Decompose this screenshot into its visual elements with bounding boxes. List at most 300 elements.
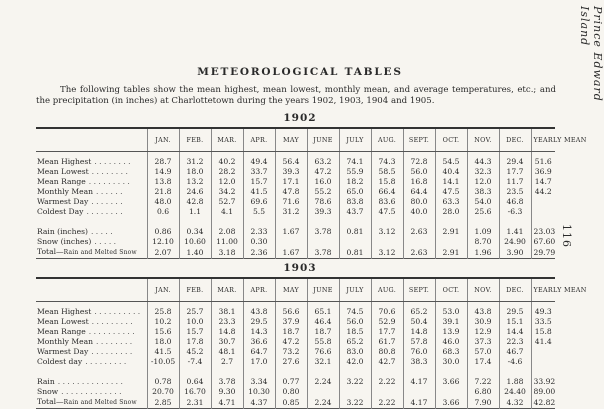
data-cell: 76.0: [403, 347, 435, 357]
column-header-jan: JAN.: [147, 128, 179, 152]
row-label-text: Mean Highest: [37, 157, 92, 166]
leader-dots: . . . . . . . .: [91, 167, 128, 176]
data-cell: 33.5: [531, 317, 555, 327]
column-header-june: JUNE: [307, 278, 339, 302]
data-cell: 14.8: [403, 327, 435, 337]
data-cell: 1.1: [179, 207, 211, 217]
row-label: [36, 327, 147, 337]
data-cell: 3.22: [339, 377, 371, 387]
data-cell: 29.5: [499, 307, 531, 317]
row-label-text: Mean Lowest: [37, 167, 89, 176]
data-cell: 65.1: [307, 307, 339, 317]
row-label: [36, 317, 147, 327]
data-cell: 18.7: [307, 327, 339, 337]
page-title: METEOROLOGICAL TABLES: [197, 66, 403, 78]
data-cell: 76.6: [307, 347, 339, 357]
data-cell: 83.0: [339, 347, 371, 357]
data-cell: 68.3: [435, 347, 467, 357]
weather-table-1902: [36, 127, 587, 259]
data-cell: 72.8: [403, 157, 435, 167]
data-cell: 78.6: [307, 197, 339, 207]
data-cell: 0.78: [147, 377, 179, 387]
table-row: [36, 397, 555, 409]
data-cell: 56.0: [339, 317, 371, 327]
column-header-feb: FEB.: [179, 128, 211, 152]
column-header-jan: JAN.: [147, 278, 179, 302]
data-cell: 48.1: [211, 347, 243, 357]
data-cell: 30.7: [211, 337, 243, 347]
row-label-text: Rain (inches): [37, 227, 88, 236]
data-cell: 40.2: [211, 157, 243, 167]
leader-dots: . . . . . . . . .: [85, 357, 127, 366]
column-header-oct: OCT.: [435, 278, 467, 302]
data-cell: 51.6: [531, 157, 555, 167]
data-cell: [371, 237, 403, 247]
leader-dots: . . . . .: [94, 237, 117, 246]
data-cell: 52.9: [371, 317, 403, 327]
data-cell: 11.00: [211, 237, 243, 247]
data-cell: [403, 237, 435, 247]
table-row: [36, 247, 555, 259]
data-cell: 3.18: [211, 247, 243, 259]
column-header-apr: APR.: [243, 278, 275, 302]
data-cell: 4.37: [243, 397, 275, 409]
data-cell: 3.12: [371, 227, 403, 237]
data-cell: 49.4: [243, 157, 275, 167]
data-cell: 2.91: [435, 227, 467, 237]
data-cell: 29.5: [243, 317, 275, 327]
data-cell: 18.0: [179, 167, 211, 177]
data-cell: 15.8: [371, 177, 403, 187]
table-row: [36, 207, 555, 217]
row-label: [36, 207, 147, 217]
data-cell: 65.2: [403, 307, 435, 317]
row-label-text: Snow (inches): [37, 237, 92, 246]
row-label: [36, 197, 147, 207]
data-cell: 3.22: [339, 397, 371, 409]
table-row: [36, 167, 555, 177]
table-header-row: [36, 128, 555, 152]
data-cell: 11.7: [499, 177, 531, 187]
data-cell: 14.3: [243, 327, 275, 337]
data-cell: 12.10: [147, 237, 179, 247]
data-cell: 2.33: [243, 227, 275, 237]
data-cell: 1.40: [179, 247, 211, 259]
data-cell: 38.3: [403, 357, 435, 367]
leader-dots: . . . . . . . . .: [91, 347, 133, 356]
data-cell: 38.3: [467, 187, 499, 197]
data-cell: 0.80: [275, 387, 307, 397]
column-header-apr: APR.: [243, 128, 275, 152]
data-cell: 4.17: [403, 397, 435, 409]
data-cell: 43.8: [467, 307, 499, 317]
data-cell: 31.2: [275, 207, 307, 217]
data-cell: 47.2: [307, 167, 339, 177]
table-header-row: [36, 278, 555, 302]
data-cell: 4.17: [403, 377, 435, 387]
row-label-subtext: Rain and Melted Snow: [63, 399, 137, 406]
data-cell: 14.9: [147, 167, 179, 177]
data-cell: 47.5: [435, 187, 467, 197]
weather-table-1903: [36, 277, 587, 409]
side-title-line-1: Prince Edward: [591, 6, 604, 102]
data-cell: 89.00: [531, 387, 555, 397]
data-cell: 50.4: [403, 317, 435, 327]
data-cell: 17.7: [371, 327, 403, 337]
data-cell: 3.78: [307, 247, 339, 259]
row-label-text: Monthly Mean: [37, 337, 94, 346]
row-label: [36, 237, 147, 247]
data-cell: 4.32: [499, 397, 531, 409]
data-cell: 39.3: [307, 207, 339, 217]
data-cell: 18.7: [275, 327, 307, 337]
data-cell: [307, 387, 339, 397]
column-header-may: MAY: [275, 278, 307, 302]
data-cell: 55.8: [307, 337, 339, 347]
data-cell: 56.0: [403, 167, 435, 177]
table-row: [36, 227, 555, 237]
data-cell: 41.5: [243, 187, 275, 197]
data-cell: 24.40: [499, 387, 531, 397]
table-row: [36, 197, 555, 207]
data-cell: 15.7: [243, 177, 275, 187]
row-label-subtext: Rain and Melted Snow: [63, 249, 137, 256]
page-number: 116: [560, 224, 573, 248]
data-cell: 38.1: [211, 307, 243, 317]
data-cell: 45.2: [179, 347, 211, 357]
table-row: [36, 187, 555, 197]
data-cell: [531, 357, 555, 367]
data-cell: [531, 347, 555, 357]
data-cell: 1.96: [467, 247, 499, 259]
column-header-aug: AUG.: [371, 278, 403, 302]
row-label: [36, 187, 147, 197]
data-cell: 83.8: [339, 197, 371, 207]
column-header-feb: FEB.: [179, 278, 211, 302]
data-cell: 42.82: [531, 397, 555, 409]
column-header-may: MAY: [275, 128, 307, 152]
data-cell: [307, 237, 339, 247]
data-cell: 71.6: [275, 197, 307, 207]
data-cell: 27.6: [275, 357, 307, 367]
data-cell: 24.6: [179, 187, 211, 197]
data-cell: 16.8: [403, 177, 435, 187]
data-cell: 17.0: [243, 357, 275, 367]
row-label-text: Coldest Day: [37, 207, 84, 216]
side-title-line-2: Island: [578, 6, 591, 47]
table-row: [36, 237, 555, 247]
data-cell: 0.34: [179, 227, 211, 237]
row-label-text: Mean Highest: [37, 307, 92, 316]
data-cell: 1.67: [275, 247, 307, 259]
header-blank-cell: [36, 128, 147, 152]
data-cell: 15.7: [179, 327, 211, 337]
leader-dots: . . . . . . .: [91, 197, 123, 206]
data-cell: 1.09: [467, 227, 499, 237]
data-cell: 6.80: [467, 387, 499, 397]
data-cell: 74.3: [371, 157, 403, 167]
data-cell: 49.3: [531, 307, 555, 317]
header-blank-cell: [36, 278, 147, 302]
data-cell: 47.2: [275, 337, 307, 347]
data-cell: 17.4: [467, 357, 499, 367]
data-cell: 61.7: [371, 337, 403, 347]
data-cell: 52.7: [211, 197, 243, 207]
data-cell: 47.8: [275, 187, 307, 197]
data-cell: 3.90: [499, 247, 531, 259]
data-cell: 0.86: [147, 227, 179, 237]
row-label: [36, 307, 147, 317]
data-cell: [339, 387, 371, 397]
data-cell: 17.7: [499, 167, 531, 177]
data-cell: 36.9: [531, 167, 555, 177]
table-row: [36, 357, 555, 367]
data-cell: 2.31: [179, 397, 211, 409]
row-label: [36, 397, 147, 409]
table-row: [36, 177, 555, 187]
data-cell: 8.70: [467, 237, 499, 247]
row-label-text: Mean Lowest: [37, 317, 89, 326]
data-cell: 44.3: [467, 157, 499, 167]
data-cell: 53.0: [435, 307, 467, 317]
data-cell: 17.8: [179, 337, 211, 347]
data-cell: 74.5: [339, 307, 371, 317]
row-label-text: Mean Range: [37, 327, 86, 336]
data-cell: 42.0: [339, 357, 371, 367]
data-cell: 2.7: [211, 357, 243, 367]
data-cell: 67.60: [531, 237, 555, 247]
row-label: [36, 247, 147, 259]
data-cell: 57.8: [403, 337, 435, 347]
row-label-text: Mean Range: [37, 177, 86, 186]
data-cell: 10.0: [179, 317, 211, 327]
row-label-text: Monthly Mean: [37, 187, 94, 196]
data-cell: 18.5: [339, 327, 371, 337]
data-cell: 46.8: [499, 197, 531, 207]
data-cell: 42.8: [179, 197, 211, 207]
data-cell: [275, 237, 307, 247]
data-cell: 7.22: [467, 377, 499, 387]
data-cell: 15.1: [499, 317, 531, 327]
data-cell: 25.6: [467, 207, 499, 217]
row-label: [36, 347, 147, 357]
column-header-june: JUNE: [307, 128, 339, 152]
data-cell: 31.2: [179, 157, 211, 167]
leader-dots: . . . . . . . . . .: [88, 327, 135, 336]
data-cell: 7.90: [467, 397, 499, 409]
column-header-yearly-mean: YEARLY MEAN: [531, 128, 555, 152]
leader-dots: . . . . . . . . .: [88, 177, 130, 186]
data-cell: [435, 387, 467, 397]
column-header-yearly-mean: YEARLY MEAN: [531, 278, 555, 302]
data-cell: 65.0: [339, 187, 371, 197]
data-cell: 2.08: [211, 227, 243, 237]
data-cell: 2.36: [243, 247, 275, 259]
data-cell: 43.8: [243, 307, 275, 317]
table-row: [36, 347, 555, 357]
table-row: [36, 327, 555, 337]
table-row: [36, 317, 555, 327]
data-cell: 80.0: [403, 197, 435, 207]
row-label: [36, 357, 147, 367]
leader-dots: . . . . . . . . . . . . . .: [57, 377, 123, 386]
data-cell: 83.6: [371, 197, 403, 207]
data-cell: 64.7: [243, 347, 275, 357]
data-cell: 16.70: [179, 387, 211, 397]
row-label: [36, 377, 147, 387]
data-cell: 0.77: [275, 377, 307, 387]
row-label-text: Total—: [37, 247, 64, 256]
data-cell: 41.4: [531, 337, 555, 347]
data-cell: 54.5: [435, 157, 467, 167]
data-cell: 30.9: [467, 317, 499, 327]
data-cell: 64.4: [403, 187, 435, 197]
column-header-aug: AUG.: [371, 128, 403, 152]
leader-dots: . . . . .: [90, 227, 113, 236]
data-cell: 10.2: [147, 317, 179, 327]
column-header-july: JULY: [339, 278, 371, 302]
column-header-dec: DEC.: [499, 278, 531, 302]
data-cell: 28.0: [435, 207, 467, 217]
data-cell: 32.3: [467, 167, 499, 177]
row-label-text: Rain: [37, 377, 55, 386]
data-cell: 57.0: [467, 347, 499, 357]
data-cell: 40.0: [403, 207, 435, 217]
leader-dots: . . . . . . . .: [96, 337, 133, 346]
data-cell: 9.30: [211, 387, 243, 397]
data-cell: 5.5: [243, 207, 275, 217]
data-cell: 48.0: [147, 197, 179, 207]
data-cell: 4.1: [211, 207, 243, 217]
leader-dots: . . . . . .: [96, 187, 123, 196]
data-cell: 10.30: [243, 387, 275, 397]
year-heading-1903: 1903: [283, 262, 317, 274]
data-cell: 37.3: [467, 337, 499, 347]
column-header-sept: SEPT.: [403, 278, 435, 302]
data-cell: 18.2: [339, 177, 371, 187]
row-label: [36, 337, 147, 347]
data-cell: 15.8: [531, 327, 555, 337]
column-header-nov: NOV.: [467, 128, 499, 152]
data-cell: -7.4: [179, 357, 211, 367]
data-cell: [403, 387, 435, 397]
data-cell: 18.0: [147, 337, 179, 347]
data-cell: 3.12: [371, 247, 403, 259]
data-cell: 55.9: [339, 167, 371, 177]
data-cell: 63.3: [435, 197, 467, 207]
data-cell: 14.8: [211, 327, 243, 337]
data-cell: 25.7: [179, 307, 211, 317]
column-header-sept: SEPT.: [403, 128, 435, 152]
row-label-text: Coldest day: [37, 357, 83, 366]
data-cell: 2.22: [371, 377, 403, 387]
data-cell: 12.0: [467, 177, 499, 187]
data-cell: 16.0: [307, 177, 339, 187]
data-cell: 24.90: [499, 237, 531, 247]
data-cell: 2.22: [371, 397, 403, 409]
data-cell: -6.3: [499, 207, 531, 217]
data-cell: 29.4: [499, 157, 531, 167]
running-head-side-title: [578, 6, 604, 102]
column-header-dec: DEC.: [499, 128, 531, 152]
data-cell: 28.2: [211, 167, 243, 177]
data-cell: 13.2: [179, 177, 211, 187]
data-cell: 36.6: [243, 337, 275, 347]
table-row: [36, 337, 555, 347]
data-cell: 3.66: [435, 377, 467, 387]
year-heading-1902: 1902: [283, 112, 317, 124]
data-cell: 41.5: [147, 347, 179, 357]
data-cell: 14.4: [499, 327, 531, 337]
data-cell: 13.9: [435, 327, 467, 337]
data-cell: 56.6: [275, 307, 307, 317]
data-cell: 3.78: [211, 377, 243, 387]
data-cell: 2.24: [307, 377, 339, 387]
data-cell: 4.71: [211, 397, 243, 409]
data-cell: 28.7: [147, 157, 179, 167]
data-cell: 3.78: [307, 227, 339, 237]
data-cell: 46.7: [499, 347, 531, 357]
data-cell: 0.85: [275, 397, 307, 409]
row-label-text: Total—: [37, 397, 64, 406]
row-label-text: Snow: [37, 387, 59, 396]
data-cell: [435, 237, 467, 247]
data-cell: 0.30: [243, 237, 275, 247]
table-row: [36, 307, 555, 317]
data-cell: [371, 387, 403, 397]
leader-dots: . . . . . . . . .: [91, 317, 133, 326]
data-cell: 3.66: [435, 397, 467, 409]
data-cell: [531, 197, 555, 207]
data-cell: 33.7: [243, 167, 275, 177]
data-cell: 42.7: [371, 357, 403, 367]
data-cell: 65.2: [339, 337, 371, 347]
data-cell: -10.05: [147, 357, 179, 367]
data-cell: 34.2: [211, 187, 243, 197]
data-cell: 32.1: [307, 357, 339, 367]
data-cell: 20.70: [147, 387, 179, 397]
data-cell: 14.1: [435, 177, 467, 187]
data-cell: 25.8: [147, 307, 179, 317]
data-cell: 43.7: [339, 207, 371, 217]
data-cell: 46.4: [307, 317, 339, 327]
table-row: [36, 157, 555, 167]
data-cell: 2.24: [307, 397, 339, 409]
data-cell: 1.67: [275, 227, 307, 237]
row-label: [36, 157, 147, 167]
column-header-mar: MAR.: [211, 278, 243, 302]
column-header-mar: MAR.: [211, 128, 243, 152]
data-cell: 66.4: [371, 187, 403, 197]
data-cell: 33.92: [531, 377, 555, 387]
data-cell: 1.88: [499, 377, 531, 387]
data-cell: 69.6: [243, 197, 275, 207]
data-cell: 2.63: [403, 227, 435, 237]
data-cell: 58.5: [371, 167, 403, 177]
row-label: [36, 227, 147, 237]
table-row: [36, 377, 555, 387]
data-cell: 13.8: [147, 177, 179, 187]
data-cell: 73.2: [275, 347, 307, 357]
data-cell: 23.03: [531, 227, 555, 237]
data-cell: 54.0: [467, 197, 499, 207]
data-cell: 10.60: [179, 237, 211, 247]
data-cell: 2.07: [147, 247, 179, 259]
data-cell: 39.1: [435, 317, 467, 327]
intro-paragraph: The following tables show the mean highest, mean lowest, monthly mean, and average temperatures, etc.; and the precipitation (in inches) at Charlottetown during the years 1902, 1903, 1904 and 1905.: [36, 85, 556, 106]
data-cell: 30.0: [435, 357, 467, 367]
row-label: [36, 387, 147, 397]
